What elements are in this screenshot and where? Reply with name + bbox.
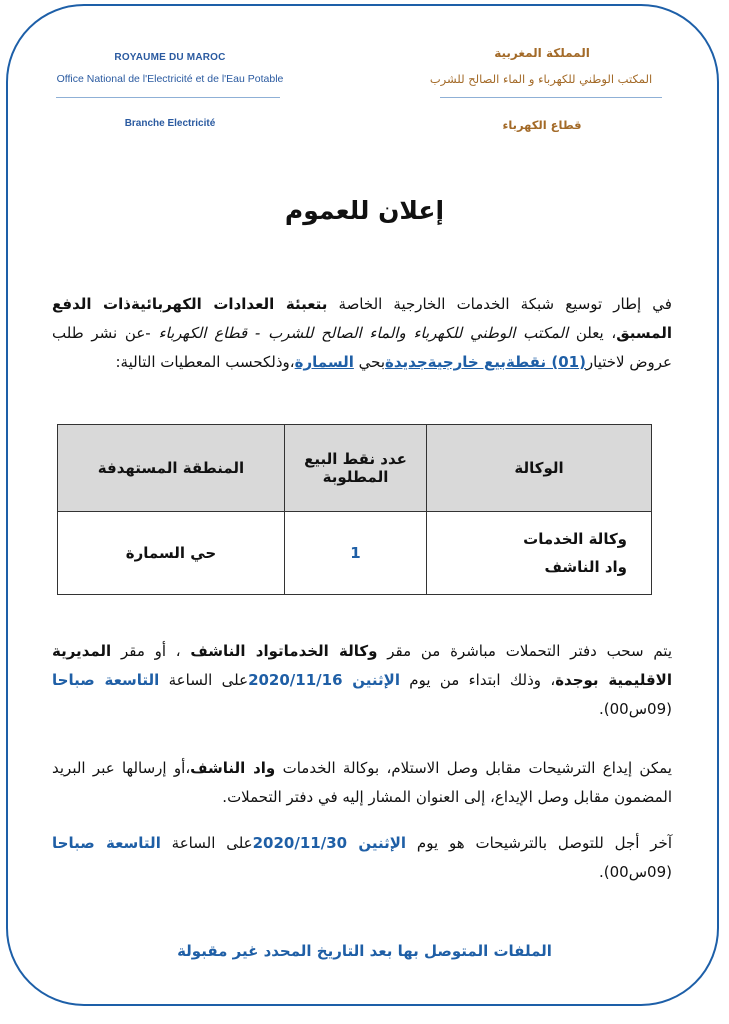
table-row (58, 512, 652, 595)
intro-italic-office: المكتب الوطني للكهرباء والماء الصالح للشرب - قطاع الكهرباء (158, 324, 569, 342)
p4-text-1: آخر أجل للتوصل بالترشيحات هو يوم (406, 834, 672, 852)
p2-start-time: التاسعة صباحا (52, 671, 160, 689)
header-ar-office: المكتب الوطني للكهرباء و الماء الصالح للشرب (429, 72, 653, 86)
page-title: إعلان للعموم (284, 196, 445, 225)
intro-text-4: بحي (353, 353, 385, 371)
cell-agency (427, 512, 652, 595)
header-ar-branch: قطاع الكهرباء (502, 118, 582, 132)
p3-text-2: ،أو إرسالها عبر البريد المضمون مقابل وصل الإيداع، إلى العنوان المشار إليه في دفتر التحملات. (52, 759, 672, 806)
cell-count: 1 (285, 512, 427, 595)
p4-text-3: (09س00). (599, 863, 672, 881)
cell-zone: حي السمارة (58, 512, 285, 595)
table-header-row (58, 425, 652, 512)
p4-deadline-date: الإثنين 2020/11/30 (252, 834, 407, 852)
p4-text-2: على الساعة (160, 834, 253, 852)
points-table (57, 424, 652, 595)
header-fr-branch: Branche Electricité (124, 118, 216, 129)
p2-text-1: يتم سحب دفتر التحملات مباشرة من مقر (377, 642, 672, 660)
intro-paragraph (52, 290, 672, 377)
p2-bold-agency: وكالة الخدماتواد الناشف (190, 642, 378, 660)
p2-text-2: ، أو مقر (111, 642, 191, 660)
header-fr-kingdom: ROYAUME DU MAROC (114, 52, 226, 63)
footer-notice: الملفات المتوصل بها بعد التاريخ المحدد غير مقبولة (177, 942, 552, 960)
intro-link-count[interactable]: (01) نقطةبيع خارجيةجديدة (385, 353, 586, 371)
intro-text-5: ،وذلكحسب المعطيات التالية: (115, 353, 295, 371)
intro-text-2: ، يعلن (568, 324, 617, 342)
deadline-paragraph (52, 829, 672, 887)
header-fr-office: Office National de l'Electricité et de l'Eau Potable (56, 73, 284, 85)
header-divider-left (56, 97, 280, 98)
p2-start-date: الإثنين 2020/11/16 (248, 671, 400, 689)
header-ar-kingdom: المملكة المغربية (494, 46, 590, 60)
header-divider-right (440, 97, 662, 98)
p2-text-5: (09س00). (599, 700, 672, 718)
p2-text-4: على الساعة (159, 671, 249, 689)
intro-text-1: في إطار توسيع شبكة الخدمات الخارجية الخاصة (327, 295, 672, 313)
cell-agency-line1: وكالة الخدمات (523, 530, 627, 548)
col-header-agency: الوكالة (427, 425, 652, 512)
col-header-count: عدد نقط البيع المطلوبة (285, 425, 427, 512)
p2-text-3: ، وذلك ابتداء من يوم (399, 671, 556, 689)
intro-link-district[interactable]: السمارة (294, 353, 354, 371)
p3-bold-agency: واد الناشف (190, 759, 276, 777)
intro-bold-subject: بتعبئة العدادات الكهربائيةذات الدفع المسبق (52, 295, 672, 342)
cell-agency-line2: واد الناشف (544, 558, 627, 576)
intro-text-3: -عن نشر طلب عروض لاختيار (52, 324, 672, 371)
p4-deadline-time: التاسعة صباحا (52, 834, 161, 852)
submission-paragraph (52, 754, 672, 812)
col-header-zone: المنطقة المستهدفة (58, 425, 285, 512)
withdrawal-paragraph (52, 637, 672, 724)
p3-text-1: يمكن إيداع الترشيحات مقابل وصل الاستلام، بوكالة الخدمات (275, 759, 672, 777)
p2-bold-directorate: المديرية الاقليمية بوجدة (52, 642, 672, 689)
